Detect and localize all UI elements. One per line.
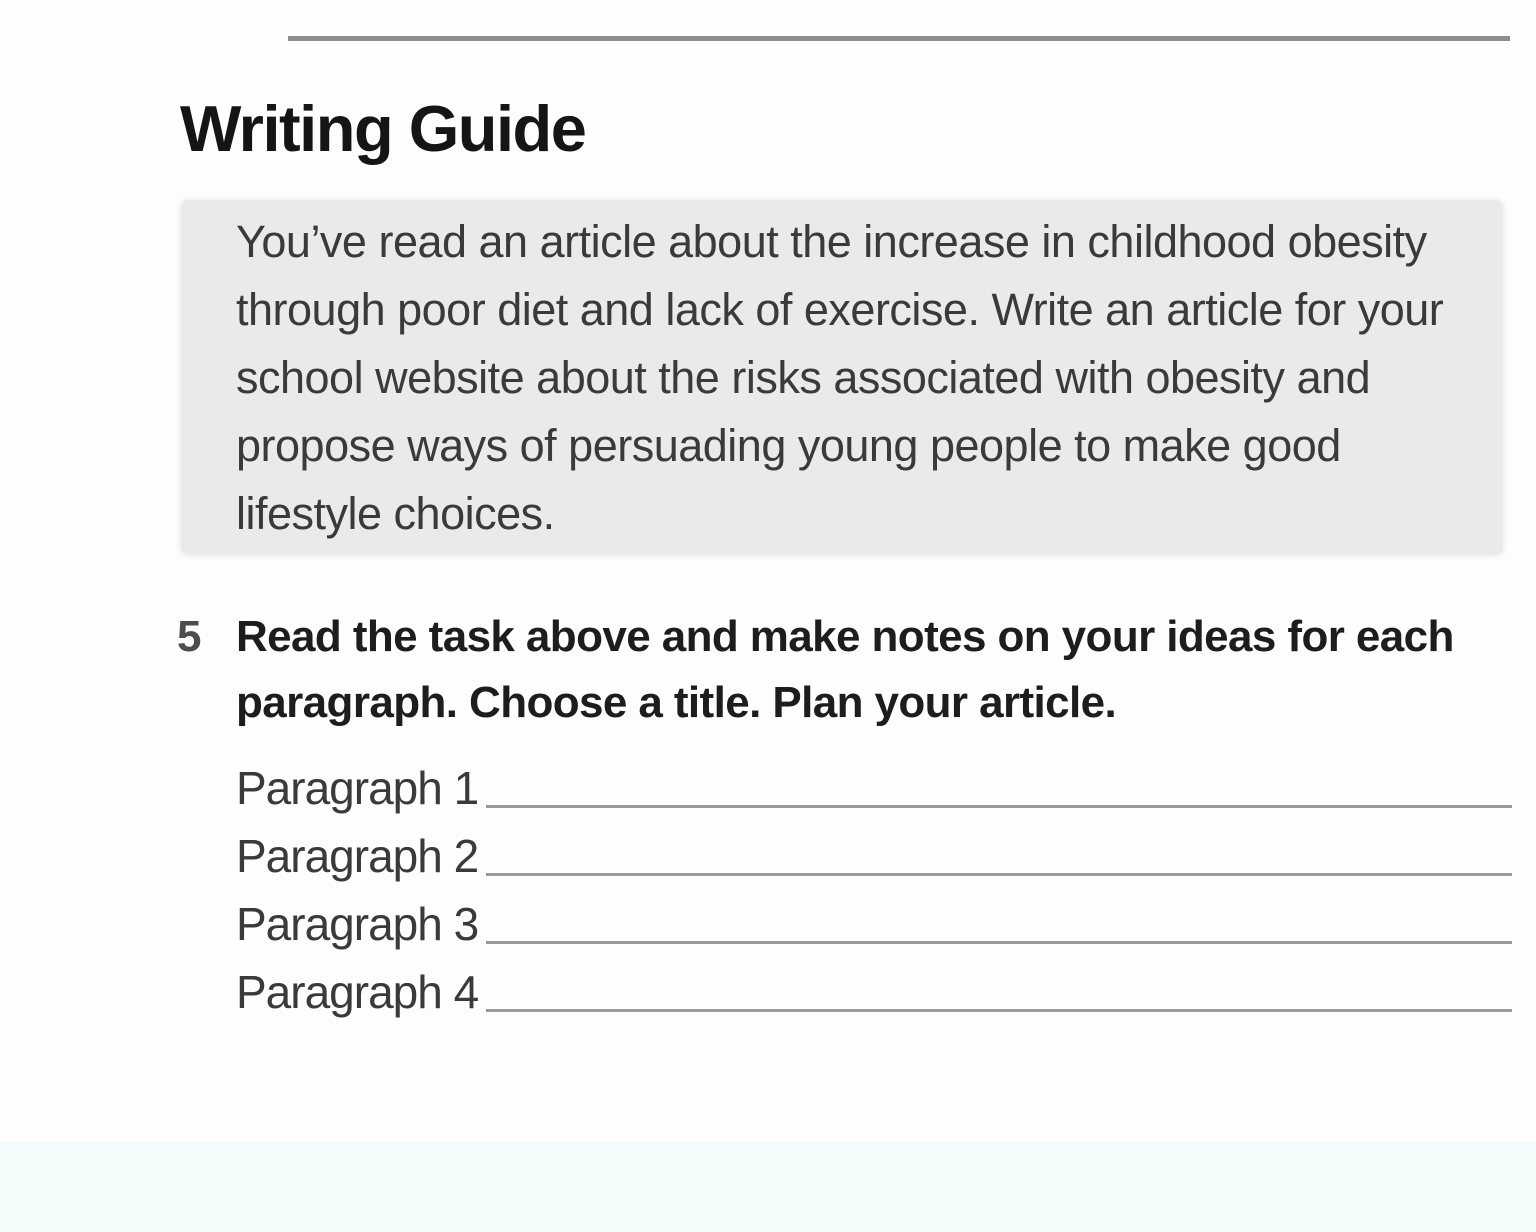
task-box <box>181 200 1503 555</box>
exercise-instruction: Read the task above and make notes on your ideas for each paragraph. Choose a title. Plan your article. <box>236 612 1454 727</box>
top-divider <box>288 36 1510 41</box>
task-description: You’ve read an article about the increase in childhood obesity through poor diet and lack of exercise. Write an article for your school website about the risks associated with obesity and propose ways of persuading young people to make good lifestyle choices. <box>236 216 1444 539</box>
paragraph-label: Paragraph 1 <box>236 762 479 814</box>
paragraph-plan-row <box>236 752 1512 820</box>
paragraph-label: Paragraph 3 <box>236 898 479 950</box>
paragraph-answer-line[interactable] <box>486 1009 1512 1012</box>
paragraph-plan-row <box>236 888 1512 956</box>
paragraph-answer-line[interactable] <box>486 873 1512 876</box>
section-heading: Writing Guide <box>180 92 586 165</box>
paragraph-plan-row <box>236 820 1512 888</box>
bottom-band <box>0 1142 1536 1232</box>
paragraph-label: Paragraph 4 <box>236 966 479 1018</box>
paragraph-plan-list <box>236 752 1512 1024</box>
paragraph-answer-line[interactable] <box>486 805 1512 808</box>
paragraph-label: Paragraph 2 <box>236 830 479 882</box>
paragraph-plan-row <box>236 956 1512 1024</box>
paragraph-answer-line[interactable] <box>486 941 1512 944</box>
exercise-number: 5 <box>177 612 202 661</box>
